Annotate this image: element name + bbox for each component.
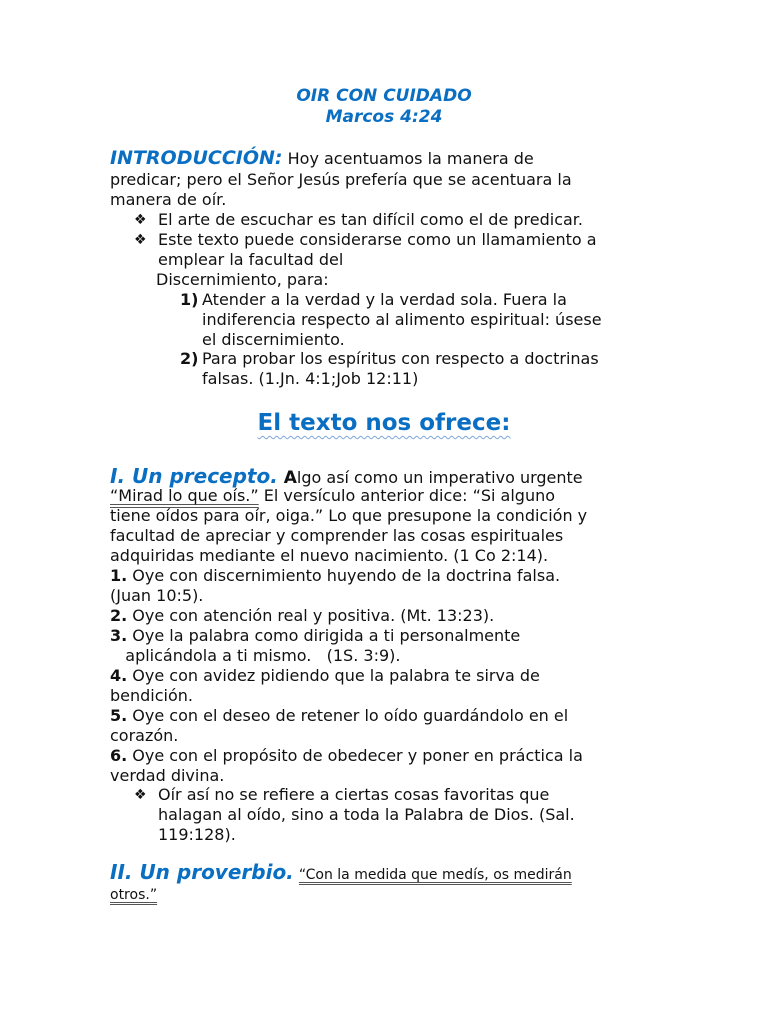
discernment-line: Discernimiento, para: — [156, 270, 329, 289]
diamond-bullet-icon: ❖ — [134, 212, 147, 228]
part-one-line: adquiridas mediante el nuevo nacimiento. (1 Co 2:14). — [110, 546, 549, 565]
item-number: 4. — [110, 666, 128, 685]
part-one-list — [110, 566, 670, 786]
part-one-line: tiene oídos para oír, oiga.” Lo que presupone la condición y — [110, 506, 588, 525]
intro-line-1: Hoy acentuamos la manera de — [282, 149, 534, 168]
item-line: el discernimiento. — [202, 330, 345, 349]
item-line: Oye con atención real y positiva. (Mt. 13:23). — [127, 606, 495, 625]
item-number: 1) — [180, 290, 199, 309]
item-line: Oye con avidez pidiendo que la palabra te sirva de — [127, 666, 540, 685]
item-line: falsas. (1.Jn. 4:1;Job 12:11) — [202, 369, 419, 388]
item-line: Para probar los espíritus con respecto a doctrinas — [202, 349, 599, 368]
bullet-line: El arte de escuchar es tan difícil como el de predicar. — [158, 210, 583, 229]
list-item-continuation: aplicándola a ti mismo. (1S. 3:9). — [110, 646, 401, 665]
introduction-paragraph — [110, 147, 650, 210]
item-number: 6. — [110, 746, 128, 765]
item-line: Oye con el propósito de obedecer y poner en práctica la — [127, 746, 583, 765]
document-title: OIR CON CUIDADO — [296, 86, 472, 106]
bullet-line: Este texto puede considerarse como un llamamiento a — [158, 230, 597, 249]
bullet-line: Oír así no se refiere a ciertas cosas favoritas que — [158, 785, 550, 804]
item-number: 3. — [110, 626, 128, 645]
item-line: Oye con el deseo de retener lo oído guardándolo en el — [127, 706, 569, 725]
list-item — [110, 666, 670, 686]
item-line: Oye con discernimiento huyendo de la doctrina falsa. — [127, 566, 561, 585]
scripture-quote: “Mirad lo que oís.” — [110, 486, 259, 505]
list-item — [110, 746, 670, 766]
proverb-quote: “Con la medida que medís, os medirán — [298, 867, 572, 883]
list-item — [110, 706, 670, 726]
item-number: 5. — [110, 706, 128, 725]
bullet-line: emplear la facultad del — [158, 250, 344, 269]
bible-reference: Marcos 4:24 — [325, 107, 443, 127]
part-one-line: facultad de apreciar y comprender las cosas espirituales — [110, 526, 564, 545]
section-title-text: El texto nos ofrece: — [257, 410, 511, 436]
intro-line-2: predicar; pero el Señor Jesús prefería que se acentuara la — [110, 170, 572, 189]
diamond-bullet-icon: ❖ — [134, 787, 147, 803]
item-line: Atender a la verdad y la verdad sola. Fuera la — [202, 290, 567, 309]
part-one-line-2: El versículo anterior dice: “Si alguno — [258, 486, 556, 505]
part-one-heading: I. Un precepto. — [110, 464, 278, 488]
diamond-bullet-icon: ❖ — [134, 232, 147, 248]
list-item — [110, 626, 670, 646]
part-one-paragraph — [110, 464, 670, 566]
item-number: 1. — [110, 566, 128, 585]
item-line: indiferencia respecto al alimento espiritual: úsese — [202, 310, 602, 329]
part-two-paragraph — [110, 860, 670, 906]
first-letter: A — [277, 468, 297, 488]
bullet-line: 119:128). — [158, 825, 236, 844]
part-one-line-1: lgo así como un imperativo urgente — [296, 468, 583, 487]
item-number: 2) — [180, 349, 199, 368]
list-item-continuation: bendición. — [110, 686, 193, 705]
introduction-heading: INTRODUCCIÓN: — [110, 147, 283, 169]
list-item-continuation: (Juan 10:5). — [110, 586, 204, 605]
item-line: Oye la palabra como dirigida a ti personalmente — [127, 626, 521, 645]
part-two-heading: II. Un proverbio. — [110, 860, 294, 884]
section-title — [0, 408, 768, 438]
list-item-continuation: corazón. — [110, 726, 179, 745]
intro-line-3: manera de oír. — [110, 190, 227, 209]
list-item — [110, 606, 670, 626]
bullet-line: halagan al oído, sino a toda la Palabra de Dios. (Sal. — [158, 805, 575, 824]
list-item — [110, 566, 670, 586]
item-number: 2. — [110, 606, 128, 625]
list-item-continuation: verdad divina. — [110, 766, 225, 785]
proverb-quote-end: otros.” — [110, 887, 158, 903]
